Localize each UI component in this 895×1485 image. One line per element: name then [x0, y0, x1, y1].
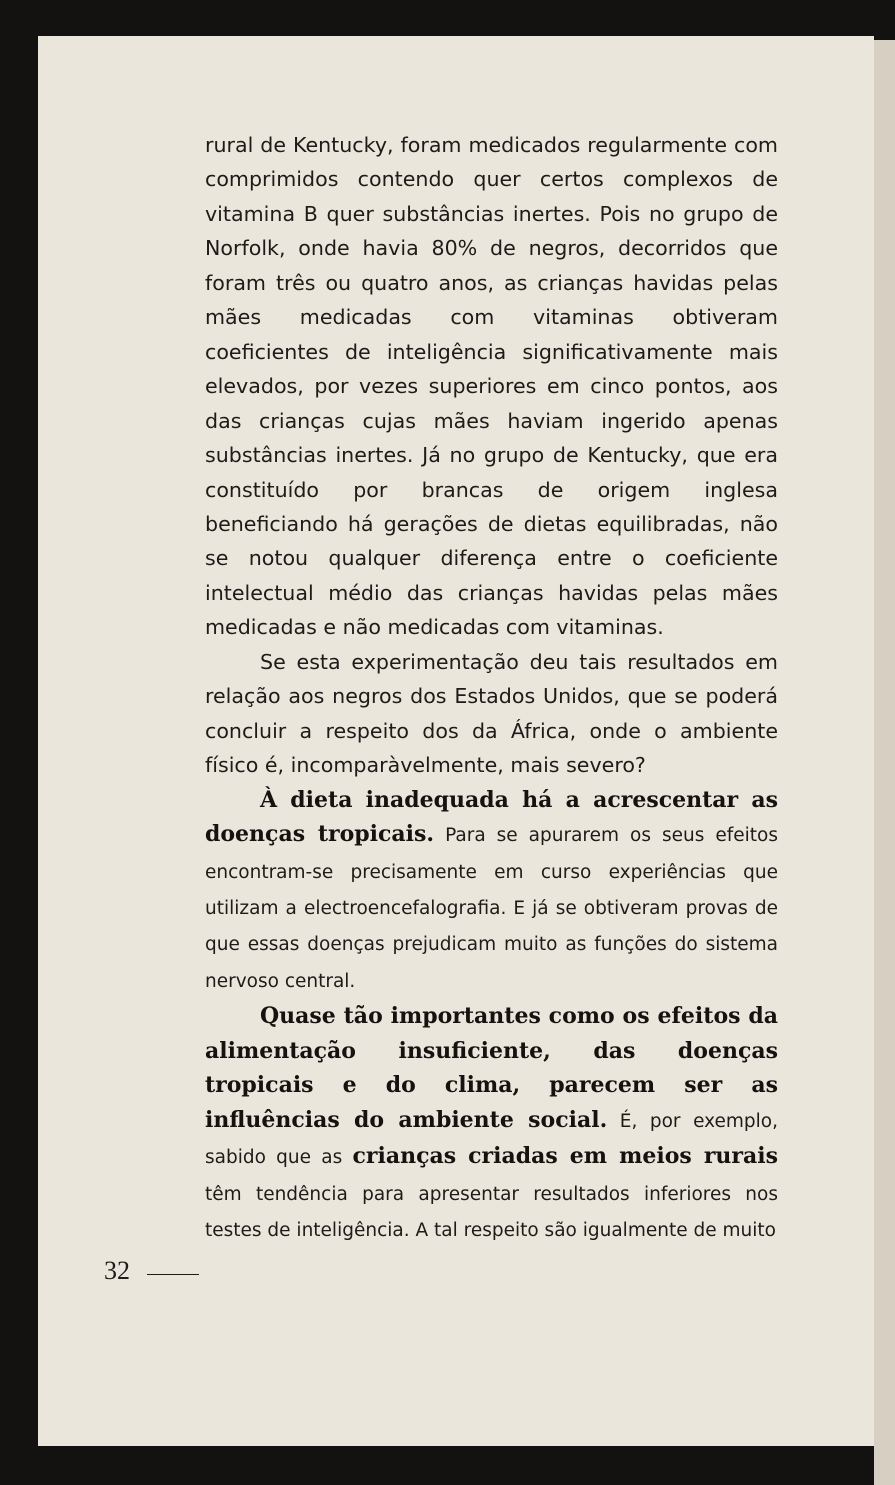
- page-footer: [104, 1256, 199, 1286]
- bold-phrase: crianças criadas em meios rurais: [352, 1143, 779, 1170]
- paragraph: [205, 999, 778, 1248]
- paragraph: [205, 783, 778, 1000]
- page-edge: [874, 40, 895, 1485]
- footer-rule: [147, 1274, 199, 1275]
- paragraph-text: têm tendência para apresentar resultados inferiores nos testes de inteligência. A tal respeito são igualmente de muito: [205, 1183, 778, 1242]
- page-number: 32: [104, 1256, 130, 1285]
- bold-phrase: À dieta inadequada há a acrescentar as doenças tropicais.: [205, 786, 778, 848]
- body-text: [205, 128, 778, 1249]
- bold-phrase: Quase tão importantes como os efeitos da alimentação insuficiente, das doenças tropicais e do clima, parecem ser as influências do ambiente social.: [205, 1003, 778, 1133]
- paragraph: Se esta experimentação deu tais resultados em relação aos negros dos Estados Unidos, que se poderá concluir a respeito dos da África, onde o ambiente físico é, incomparàvelmente, mais severo?: [205, 649, 778, 778]
- paragraph: rural de Kentucky, foram medicados regularmente com comprimidos contendo quer certos complexos de vitamina B quer substâncias inertes. Pois no grupo de Norfolk, onde havia 80% de negros, decorridos que foram três ou quatro anos, as crianças havidas pelas mães medicadas com vitaminas obtiveram coeficientes de inteligência significativamente mais elevados, por vezes superiores em cinco pontos, aos das crianças cujas mães haviam ingerido apenas substâncias inertes. Já no grupo de Kentucky, que era constituído por brancas de origem inglesa beneficiando há gerações de dietas equilibradas, não se notou qualquer diferença entre o coeficiente intelectual médio das crianças havidas pelas mães medicadas e não medicadas com vitaminas.: [205, 133, 778, 640]
- paragraph-text: Para se apurarem os seus efeitos encontram-se precisamente em curso experiências que utilizam a electroencefalografia. E já se obtiveram provas de que essas doenças prejudicam muito as funções do sistema nervoso central.: [205, 825, 778, 992]
- paragraph-text: É, por exemplo, sabido que as: [205, 1110, 778, 1169]
